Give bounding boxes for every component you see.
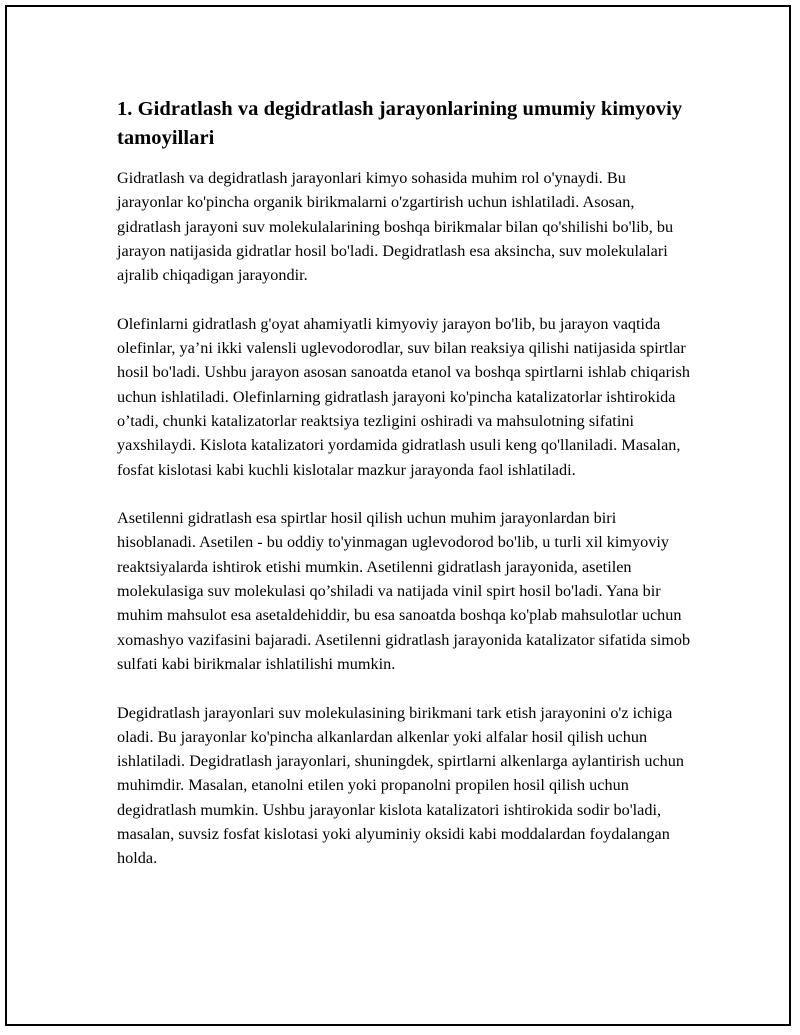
paragraph-dehydration: Degidratlash jarayonlari suv molekulasining birikmani tark etish jarayonini o'z ichiga oladi. Bu jarayonlar ko'pincha alkanlardan alkenlar yoki alfalar hosil qilish uchun ishlatiladi. Degidratlash jarayonlari, shuningdek, spirtlarni alkenlarga aylantirish uchun muhimdir. Masalan, etanolni etilen yoki propanolni propilen hosil qilish uchun degidratlash mumkin. Ushbu jarayonlar kislota katalizatori ishtirokida sodir bo'ladi, masalan, suvsiz fosfat kislotasi yoki alyuminiy oksidi kabi moddalardan foydalangan holda. [117,703,685,868]
paragraph-olefin-hydration: Olefinlarni gidratlash g'oyat ahamiyatli kimyoviy jarayon bo'lib, bu jarayon vaqtida olefinlar, ya’ni ikki valensli uglevodorodlar, suv bilan reaksiya qilishi natijasida spirtlar hosil bo'ladi. Ushbu jarayon asosan sanoatda etanol va boshqa spirtlarni ishlab chiqarish uchun ishlatiladi. Olefinlarning gidratlash jarayoni ko'pincha katalizatorlar ishtirokida o’tadi, chunki katalizatorlar reaktsiya tezligini oshiradi va mahsulotning sifatini yaxshilaydi. Kislota katalizatori yordamida gidratlash usuli keng qo'llaniladi. Masalan, fosfat kislotasi kabi kuchli kislotalar mazkur jarayonda faol ishlatiladi. [117,314,690,479]
document-body [117,95,692,871]
paragraph-acetylene-hydration: Asetilenni gidratlash esa spirtlar hosil qilish uchun muhim jarayonlardan biri hisoblanadi. Asetilen - bu oddiy to'yinmagan uglevodorod bo'lib, u turli xil kimyoviy reaktsiyalarda ishtirok etishi mumkin. Asetilenni gidratlash jarayonida, asetilen molekulasiga suv molekulasi qo’shiladi va natijada vinil spirt hosil bo'ladi. Yana bir muhim mahsulot esa asetaldehiddir, bu esa sanoatda boshqa ko'plab mahsulotlar uchun xomashyo vazifasini bajaradi. Asetilenni gidratlash jarayonida katalizator sifatida simob sulfati kabi birikmalar ishlatilishi mumkin. [117,509,691,673]
paragraph-intro: Gidratlash va degidratlash jarayonlari kimyo sohasida muhim rol o'ynaydi. Bu jarayonlar ko'pincha organik birikmalarni o'zgartirish uchun ishlatiladi. Asosan, gidratlash jarayoni suv molekulalarining boshqa birikmalar bilan qo'shilishi bo'lib, bu jarayon natijasida gidratlar hosil bo'ladi. Degidratlash esa aksincha, suv molekulalari ajralib chiqadigan jarayondir. [117,169,674,285]
section-title: 1. Gidratlash va degidratlash jarayonlarining umumiy kimyoviy tamoyillari [117,98,683,149]
